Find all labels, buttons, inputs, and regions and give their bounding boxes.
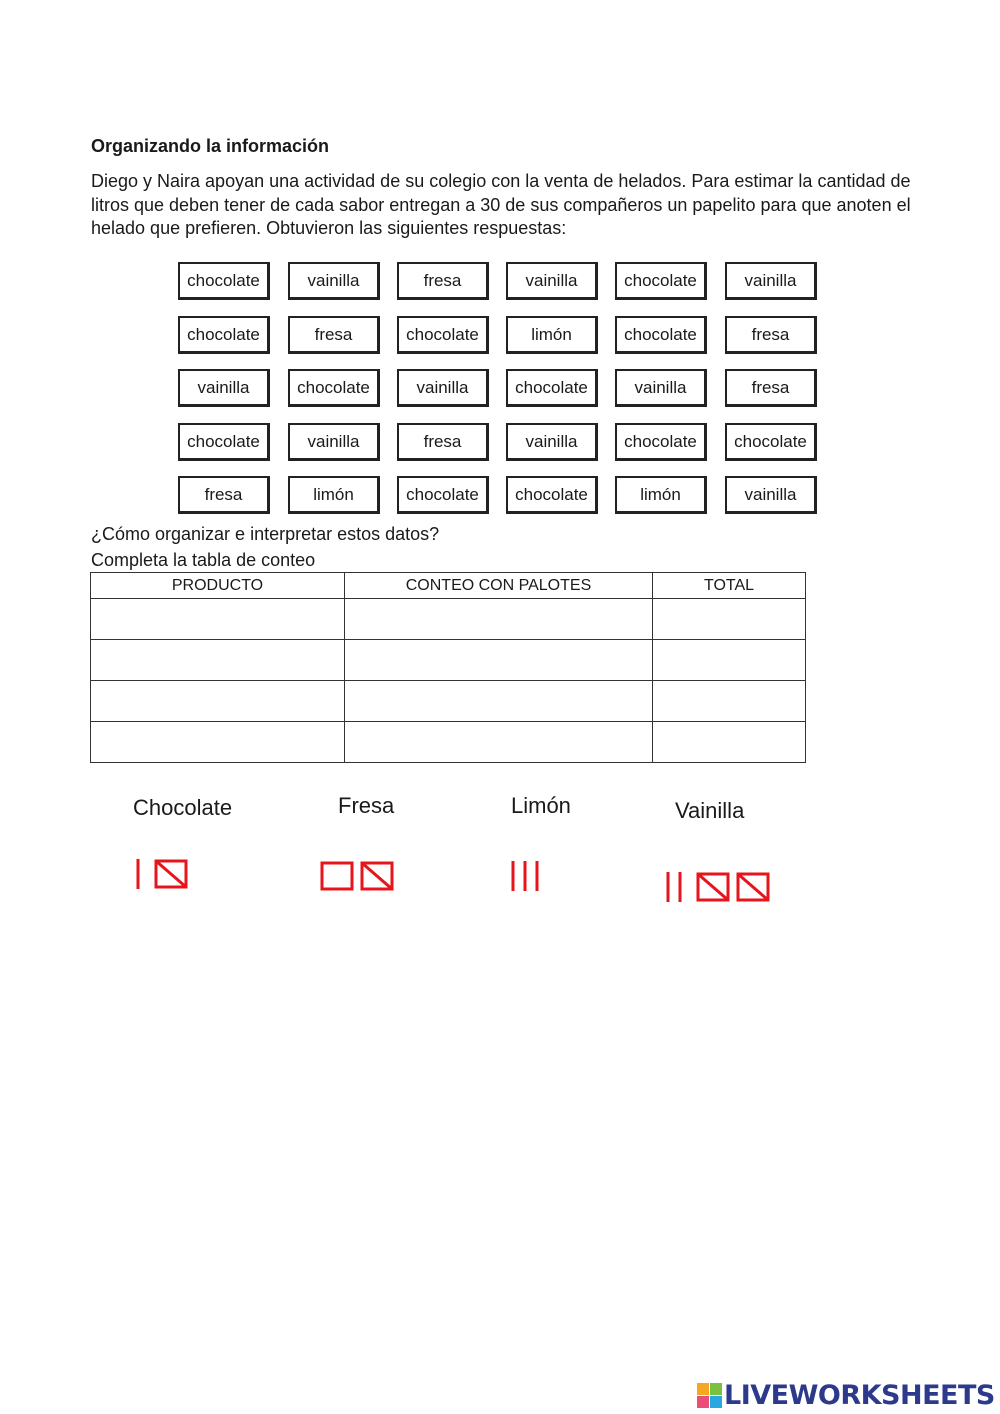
flavor-label-fresa[interactable]: Fresa — [338, 793, 395, 818]
cell-conteo[interactable] — [345, 599, 653, 640]
cell-total[interactable] — [653, 640, 806, 681]
response-card: fresa — [397, 423, 489, 461]
tally-chocolate[interactable] — [130, 855, 210, 895]
response-card: vainilla — [725, 476, 817, 514]
cell-total[interactable] — [653, 722, 806, 763]
response-card: limón — [615, 476, 707, 514]
response-card: limón — [288, 476, 380, 514]
tally-limon[interactable] — [505, 857, 555, 897]
response-card: chocolate — [615, 262, 707, 300]
response-card: vainilla — [615, 369, 707, 407]
page-title: Organizando la información — [91, 136, 330, 156]
response-card: vainilla — [506, 423, 598, 461]
tally-diagonal — [738, 874, 768, 900]
response-cards — [178, 262, 828, 520]
response-card: fresa — [725, 316, 817, 354]
cell-total[interactable] — [653, 599, 806, 640]
response-card: chocolate — [615, 316, 707, 354]
tally-box — [322, 863, 352, 889]
intro-paragraph: Diego y Naira apoyan una actividad de su colegio con la venta de helados. Para estimar la cantidad de litros que deben tener de cada sabor entregan a 30 de sus compañeros un papelito para que anoten el helado que prefieren. Obtuvieron las siguientes respuestas: — [91, 171, 911, 238]
cell-producto[interactable] — [91, 681, 345, 722]
tally-diagonal — [362, 863, 392, 889]
response-card: chocolate — [178, 423, 270, 461]
response-card: chocolate — [397, 476, 489, 514]
response-card: chocolate — [506, 476, 598, 514]
tally-table — [90, 572, 806, 763]
response-card: vainilla — [178, 369, 270, 407]
tally-diagonal — [156, 861, 186, 887]
header-conteo: CONTEO CON PALOTES — [345, 573, 653, 599]
response-card: fresa — [725, 369, 817, 407]
cell-total[interactable] — [653, 681, 806, 722]
header-producto: PRODUCTO — [91, 573, 345, 599]
response-card: chocolate — [725, 423, 817, 461]
table-header-row — [91, 573, 806, 599]
table-row — [91, 640, 806, 681]
response-card: chocolate — [288, 369, 380, 407]
response-card: vainilla — [288, 423, 380, 461]
flavor-label-vainilla[interactable]: Vainilla — [675, 798, 745, 823]
table-row — [91, 681, 806, 722]
response-card: vainilla — [506, 262, 598, 300]
cell-conteo[interactable] — [345, 681, 653, 722]
response-card: limón — [506, 316, 598, 354]
response-card: fresa — [288, 316, 380, 354]
flavor-label-limon[interactable]: Limón — [511, 793, 571, 818]
cell-producto[interactable] — [91, 722, 345, 763]
instruction-text: Completa la tabla de conteo — [91, 550, 316, 570]
cell-producto[interactable] — [91, 599, 345, 640]
logo-text: LIVEWORKSHEETS — [724, 1380, 995, 1411]
response-card: fresa — [178, 476, 270, 514]
cell-conteo[interactable] — [345, 722, 653, 763]
tally-fresa[interactable] — [314, 857, 404, 897]
response-card: chocolate — [506, 369, 598, 407]
logo-badge-icon — [697, 1383, 723, 1409]
cell-conteo[interactable] — [345, 640, 653, 681]
response-card: chocolate — [178, 262, 270, 300]
flavor-label-chocolate[interactable]: Chocolate — [133, 795, 233, 820]
response-card: vainilla — [288, 262, 380, 300]
response-card: fresa — [397, 262, 489, 300]
response-card: chocolate — [178, 316, 270, 354]
tally-diagonal — [698, 874, 728, 900]
liveworksheets-logo — [697, 1380, 997, 1410]
response-card: vainilla — [397, 369, 489, 407]
response-card: chocolate — [397, 316, 489, 354]
table-row — [91, 722, 806, 763]
response-card: vainilla — [725, 262, 817, 300]
response-card: chocolate — [615, 423, 707, 461]
tally-vainilla[interactable] — [660, 868, 775, 908]
cell-producto[interactable] — [91, 640, 345, 681]
table-row — [91, 599, 806, 640]
header-total: TOTAL — [653, 573, 806, 599]
question-text: ¿Cómo organizar e interpretar estos datos? — [91, 524, 440, 544]
